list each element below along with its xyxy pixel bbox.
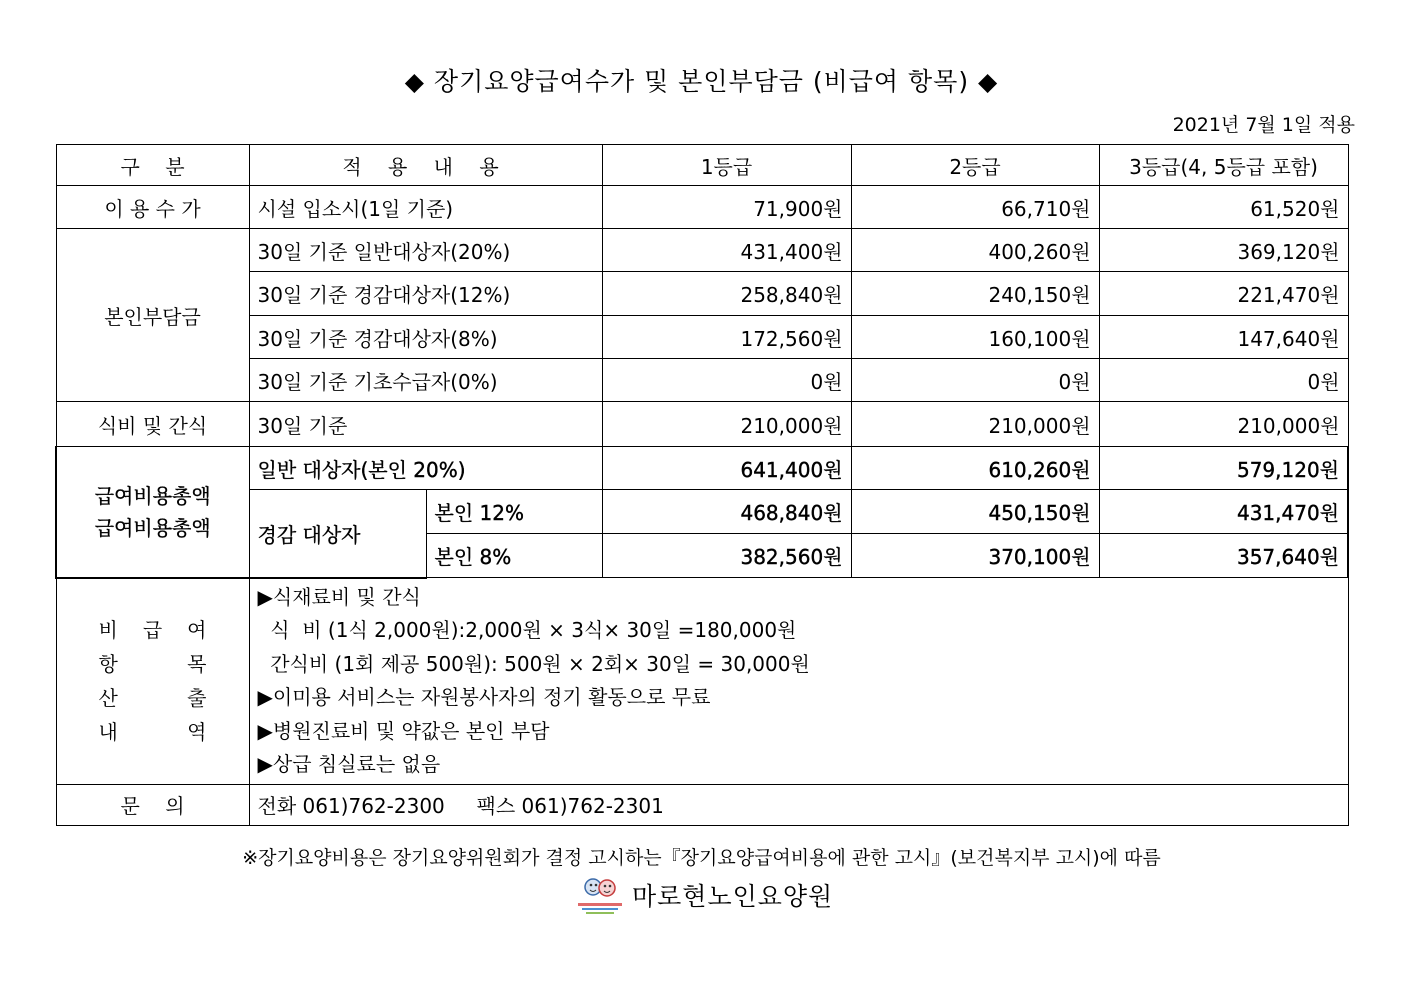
usage-fee-desc: 시설 입소시(1일 기준) (249, 186, 602, 229)
note-line: ▶병원진료비 및 약값은 본인 부담 (257, 718, 550, 743)
copay-grade1: 258,840원 (602, 272, 851, 316)
usage-fee-row (56, 186, 1348, 229)
copay-desc: 30일 기준 경감대상자(12%) (249, 272, 602, 316)
total-reduced-sub: 본인 8% (426, 534, 602, 578)
label-char: 목 (187, 652, 207, 676)
copay-grade3: 221,470원 (1099, 272, 1348, 316)
note-line: ▶식재료비 및 간식 (257, 584, 421, 609)
meals-grade1: 210,000원 (602, 402, 851, 447)
non-covered-details (249, 578, 1348, 785)
note-line: 간식비 (1회 제공 500원): 500원 × 2회× 30일 = 30,000원 (257, 651, 810, 676)
total-general-desc: 일반 대상자(본인 20%) (249, 447, 602, 490)
total-general-grade1: 641,400원 (602, 447, 851, 490)
copay-label: 본인부담금 (56, 229, 249, 402)
total-reduced-sub: 본인 12% (426, 490, 602, 534)
total-reduced-grade3: 431,470원 (1099, 490, 1348, 534)
inquiry-row (56, 784, 1348, 825)
non-covered-label (56, 578, 249, 785)
header-row (56, 145, 1348, 186)
organization-name: 마로현노인요양원 (632, 882, 834, 911)
header-grade3: 3등급(4, 5등급 포함) (1099, 145, 1348, 186)
label-char: 내 (98, 720, 118, 744)
inquiry-label: 문 의 (56, 784, 249, 825)
total-reduced-grade1: 382,560원 (602, 534, 851, 578)
copay-grade2: 160,100원 (851, 316, 1099, 359)
total-general-row (56, 447, 1348, 490)
header-category: 구 분 (56, 145, 249, 186)
note-line: ▶이미용 서비스는 자원봉사자의 정기 활동으로 무료 (257, 685, 711, 709)
usage-fee-grade3: 61,520원 (1099, 186, 1348, 229)
total-reduced-grade1: 468,840원 (602, 490, 851, 534)
copay-desc: 30일 기준 기초수급자(0%) (249, 359, 602, 402)
copay-grade2: 0원 (851, 359, 1099, 402)
meals-label: 식비 및 간식 (56, 402, 249, 447)
copay-grade3: 147,640원 (1099, 316, 1348, 359)
copay-desc: 30일 기준 경감대상자(8%) (249, 316, 602, 359)
copay-grade2: 240,150원 (851, 272, 1099, 316)
meals-desc: 30일 기준 (249, 402, 602, 447)
total-reduced-grade2: 450,150원 (851, 490, 1099, 534)
copay-row (56, 229, 1348, 272)
effective-date: 2021년 7월 1일 적용 (1172, 114, 1355, 136)
non-covered-row (56, 578, 1348, 785)
header-content: 적 용 내 용 (249, 145, 602, 186)
label-char: 항 (98, 652, 118, 676)
total-reduced-grade3: 357,640원 (1099, 534, 1348, 578)
non-covered-label-line (99, 715, 207, 749)
total-general-grade3: 579,120원 (1099, 447, 1348, 490)
copay-row (56, 272, 1348, 316)
total-reduced-row (56, 490, 1348, 534)
total-reduced-desc: 경감 대상자 (249, 490, 426, 578)
total-label-line2: 급여비용총액 (94, 515, 211, 540)
page-title: ◆ 장기요양급여수가 및 본인부담금 (비급여 항목) ◆ (404, 67, 999, 96)
header-grade1: 1등급 (602, 145, 851, 186)
copay-grade3: 369,120원 (1099, 229, 1348, 272)
label-char: 비 (98, 618, 118, 642)
usage-fee-grade1: 71,900원 (602, 186, 851, 229)
inquiry-content: 전화 061)762-2300 팩스 061)762-2301 (249, 784, 1348, 825)
non-covered-label-line (99, 681, 207, 715)
copay-row (56, 359, 1348, 402)
copay-grade3: 0원 (1099, 359, 1348, 402)
label-char: 여 (187, 618, 207, 642)
organization-signature (576, 873, 833, 917)
copay-grade1: 172,560원 (602, 316, 851, 359)
copay-grade1: 0원 (602, 359, 851, 402)
total-reduced-grade2: 370,100원 (851, 534, 1099, 578)
header-grade2: 2등급 (851, 145, 1099, 186)
fee-table (55, 144, 1349, 826)
copay-grade2: 400,260원 (851, 229, 1099, 272)
usage-fee-label: 이 용 수 가 (56, 186, 249, 229)
footer-note: ※장기요양비용은 장기요양위원회가 결정 고시하는『장기요양급여비용에 관한 고시』(보건복지부 고시)에 따름 (242, 847, 1161, 869)
non-covered-label-line (99, 613, 207, 647)
label-char: 급 (142, 618, 163, 642)
copay-desc: 30일 기준 일반대상자(20%) (249, 229, 602, 272)
total-label (56, 447, 249, 578)
usage-fee-grade2: 66,710원 (851, 186, 1099, 229)
copay-row (56, 316, 1348, 359)
non-covered-label-line (99, 647, 207, 681)
label-char: 산 (98, 686, 118, 710)
meals-grade3: 210,000원 (1099, 402, 1348, 447)
label-char: 역 (187, 720, 207, 744)
note-line: 식 비 (1식 2,000원):2,000원 × 3식× 30일 =180,000원 (257, 618, 797, 642)
total-general-grade2: 610,260원 (851, 447, 1099, 490)
organization-logo-icon (576, 873, 624, 917)
note-line: ▶상급 침실료는 없음 (257, 752, 441, 776)
label-char: 출 (187, 686, 207, 710)
total-label-line1: 급여비용총액 (94, 483, 211, 508)
meals-row (56, 402, 1348, 447)
copay-grade1: 431,400원 (602, 229, 851, 272)
meals-grade2: 210,000원 (851, 402, 1099, 447)
